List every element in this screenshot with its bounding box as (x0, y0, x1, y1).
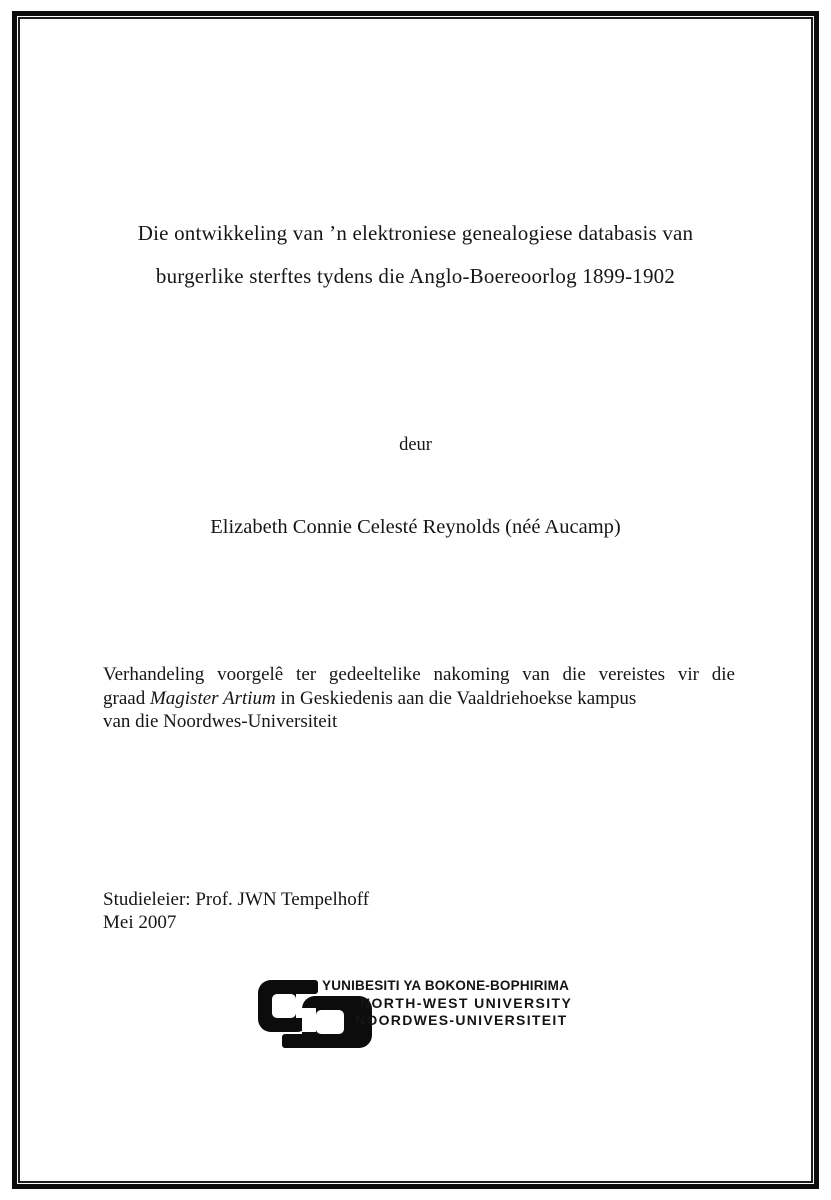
thesis-title-line2: burgerlike sterftes tydens die Anglo-Boereoorlog 1899-1902 (155, 264, 676, 288)
thesis-title-line1: Die ontwikkeling van ’n elektroniese genealogiese databasis van (137, 221, 694, 245)
supervisor-line: Studieleier: Prof. JWN Tempelhoff (103, 889, 370, 910)
university-logo (258, 975, 588, 1055)
logo-text-afrikaans: NOORDWES-UNIVERSITEIT (355, 1012, 568, 1028)
degree-statement-line2 (103, 687, 735, 711)
degree-statement-line2-post: in Geskiedenis aan die Vaaldriehoekse kampus (275, 687, 637, 709)
thesis-title (0, 212, 831, 298)
byline-label: deur (399, 435, 432, 455)
degree-statement-line2-pre: graad (103, 687, 150, 709)
date-line: Mei 2007 (103, 912, 177, 933)
degree-statement (103, 663, 735, 734)
degree-statement-line1: Verhandeling voorgelê ter gedeeltelike nakoming van die vereistes vir die (103, 664, 735, 685)
author-name: Elizabeth Connie Celesté Reynolds (néé Aucamp) (210, 516, 621, 538)
degree-name-italic: Magister Artium (149, 687, 276, 709)
supervisor-block (103, 888, 369, 934)
logo-text-english: NORTH-WEST UNIVERSITY (360, 995, 573, 1011)
logo-text-setswana: YUNIBESITI YA BOKONE-BOPHIRIMA (322, 978, 570, 993)
degree-statement-line3: van die Noordwes-Universiteit (103, 711, 338, 732)
